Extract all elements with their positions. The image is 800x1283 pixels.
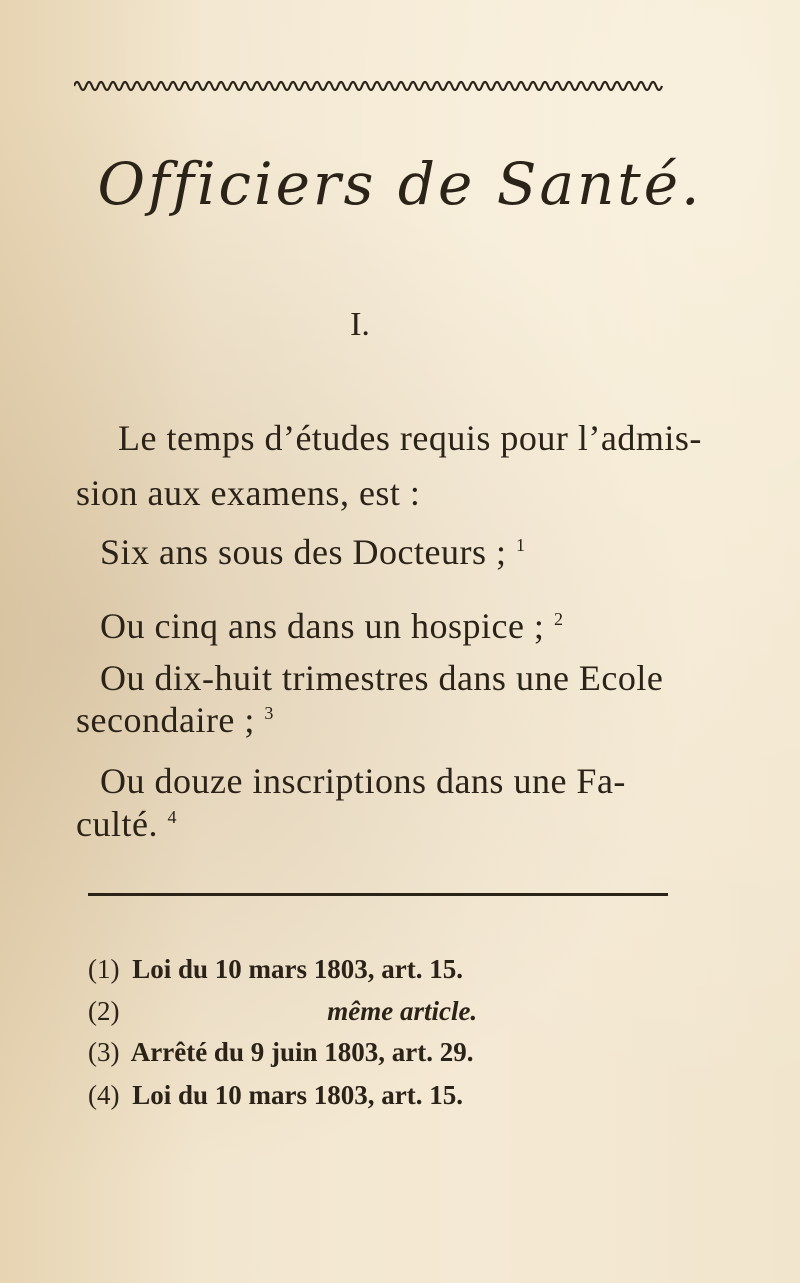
- body-line-3: [100, 531, 525, 573]
- body-line-7: Ou douze inscriptions dans une Fa-: [100, 761, 626, 801]
- body-line-3-text: Six ans sous des Docteurs ;: [100, 532, 507, 572]
- footnote-3-text: Arrêté du 9 juin 1803, art. 29.: [130, 1037, 474, 1067]
- section-numeral: I.: [350, 306, 370, 343]
- footnote-1-number: (1): [88, 954, 120, 984]
- footnote-3-number: (3): [88, 1037, 120, 1067]
- body-line-4-text: Ou cinq ans dans un hospice ;: [100, 606, 545, 646]
- footnote-ref-2: 2: [553, 609, 564, 629]
- footnote-2-text: même article.: [327, 996, 478, 1026]
- body-line-4: [100, 605, 563, 647]
- footnote-3: [88, 1037, 473, 1068]
- footnote-4-number: (4): [88, 1080, 120, 1110]
- footnote-2: [88, 996, 477, 1027]
- footnote-2-number: (2): [88, 996, 120, 1026]
- body-line-8: [76, 803, 177, 845]
- footnote-1: [88, 954, 463, 985]
- footnote-1-text: Loi du 10 mars 1803, art. 15.: [132, 954, 463, 984]
- footnote-ref-1: 1: [515, 535, 526, 555]
- body-line-5: Ou dix-huit trimestres dans une Ecole: [100, 658, 664, 698]
- body-line-1: Le temps d’études requis pour l’admis-: [118, 418, 702, 458]
- body-line-6-text: secondaire ;: [76, 700, 255, 740]
- footnote-divider: [88, 893, 668, 896]
- footnote-4-text: Loi du 10 mars 1803, art. 15.: [132, 1080, 463, 1110]
- footnote-4: [88, 1080, 463, 1111]
- body-line-8-text: culté.: [76, 804, 158, 844]
- decorative-wavy-rule: [74, 76, 666, 92]
- page-title: Officiers de Santé.: [97, 150, 703, 218]
- footnote-ref-4: 4: [167, 807, 177, 827]
- footnote-ref-3: 3: [264, 703, 274, 723]
- body-line-6: [76, 699, 274, 741]
- body-line-2: sion aux examens, est :: [76, 473, 421, 513]
